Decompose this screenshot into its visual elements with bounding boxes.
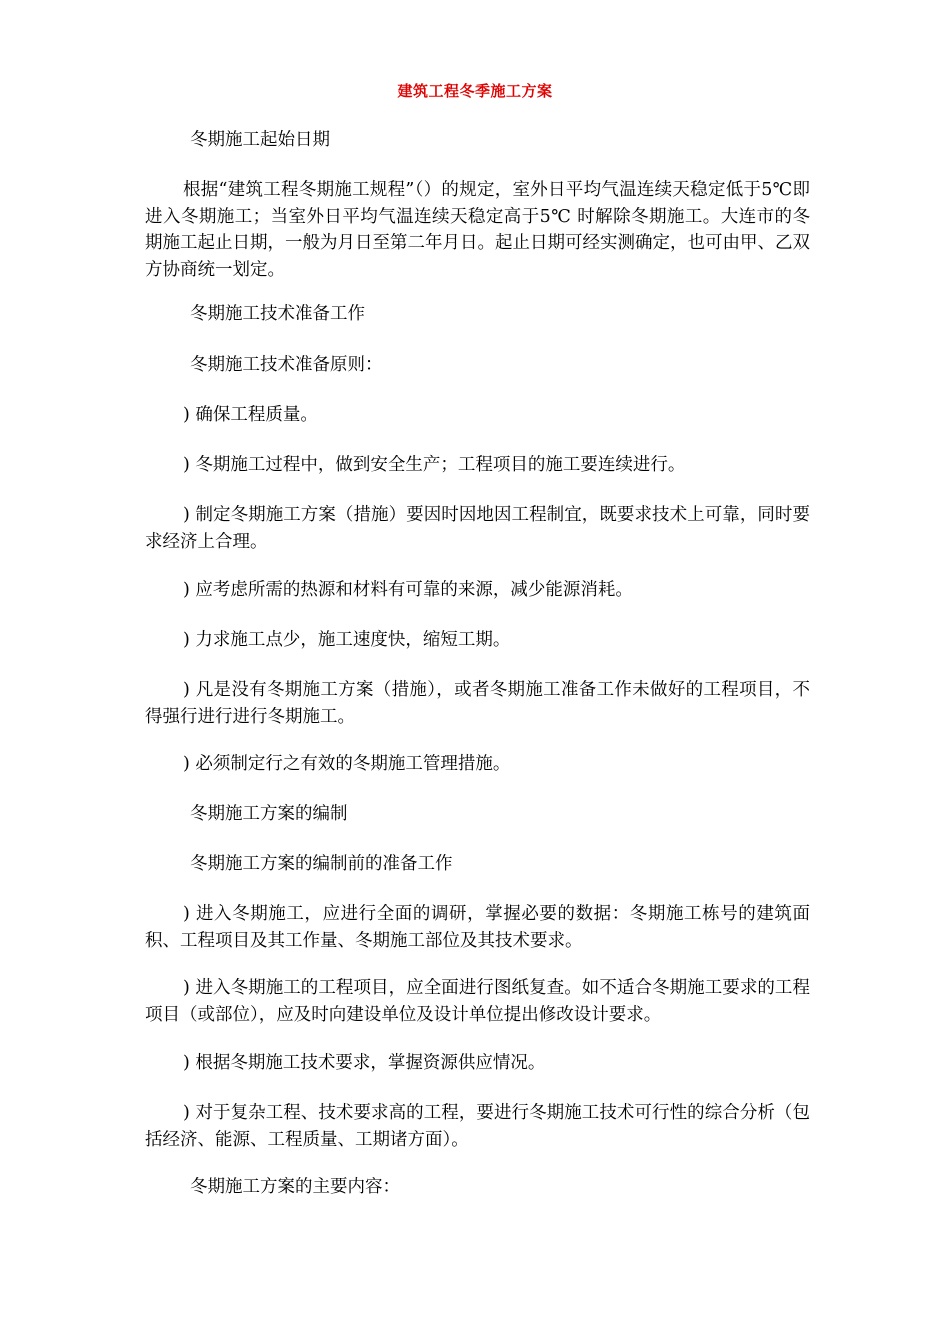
section-heading: 冬期施工起始日期	[190, 130, 330, 150]
list-item: ) 根据冬期施工技术要求，掌握资源供应情况。	[183, 1053, 546, 1073]
list-item: ) 对于复杂工程、技术要求高的工程，要进行冬期施工技术可行性的综合分析（包括经济、能源、工程质量、工期诸方面）。	[145, 1103, 810, 1150]
list-item: ) 应考虑所需的热源和材料有可靠的来源，减少能源消耗。	[183, 580, 633, 600]
list-item: ) 冬期施工过程中，做到安全生产；工程项目的施工要连续进行。	[183, 455, 686, 475]
document-title: 建筑工程冬季施工方案	[397, 82, 553, 100]
list-item: ) 进入冬期施工的工程项目，应全面进行图纸复查。如不适合冬期施工要求的工程项目（或部位），应及时向建设单位及设计单位提出修改设计要求。	[145, 978, 810, 1025]
section-heading: 冬期施工技术准备工作	[190, 304, 365, 324]
list-item: ) 力求施工点少，施工速度快，缩短工期。	[183, 630, 511, 650]
list-item: ) 制定冬期施工方案（措施）要因时因地因工程制宜，既要求技术上可靠，同时要求经济上合理。	[145, 505, 810, 552]
section-heading: 冬期施工技术准备原则：	[190, 355, 383, 375]
section-heading: 冬期施工方案的编制	[190, 804, 348, 824]
paragraph: 根据“建筑工程冬期施工规程”（）的规定，室外日平均气温连续天稳定低于5℃即进入冬期施工；当室外日平均气温连续天稳定高于5℃ 时解除冬期施工。大连市的冬期施工起止日期，一般为月日至第二年月日。起止日期可经实测确定，也可由甲、乙双方协商统一划定。	[145, 180, 810, 280]
list-item: ) 凡是没有冬期施工方案（措施），或者冬期施工准备工作未做好的工程项目，不得强行进行进行冬期施工。	[145, 680, 810, 727]
list-item: ) 必须制定行之有效的冬期施工管理措施。	[183, 754, 511, 774]
list-item: ) 进入冬期施工，应进行全面的调研，掌握必要的数据：冬期施工栋号的建筑面积、工程项目及其工作量、冬期施工部位及其技术要求。	[145, 904, 810, 951]
list-item: ) 确保工程质量。	[183, 405, 318, 425]
section-heading: 冬期施工方案的编制前的准备工作	[190, 854, 453, 874]
section-heading: 冬期施工方案的主要内容：	[190, 1177, 400, 1197]
